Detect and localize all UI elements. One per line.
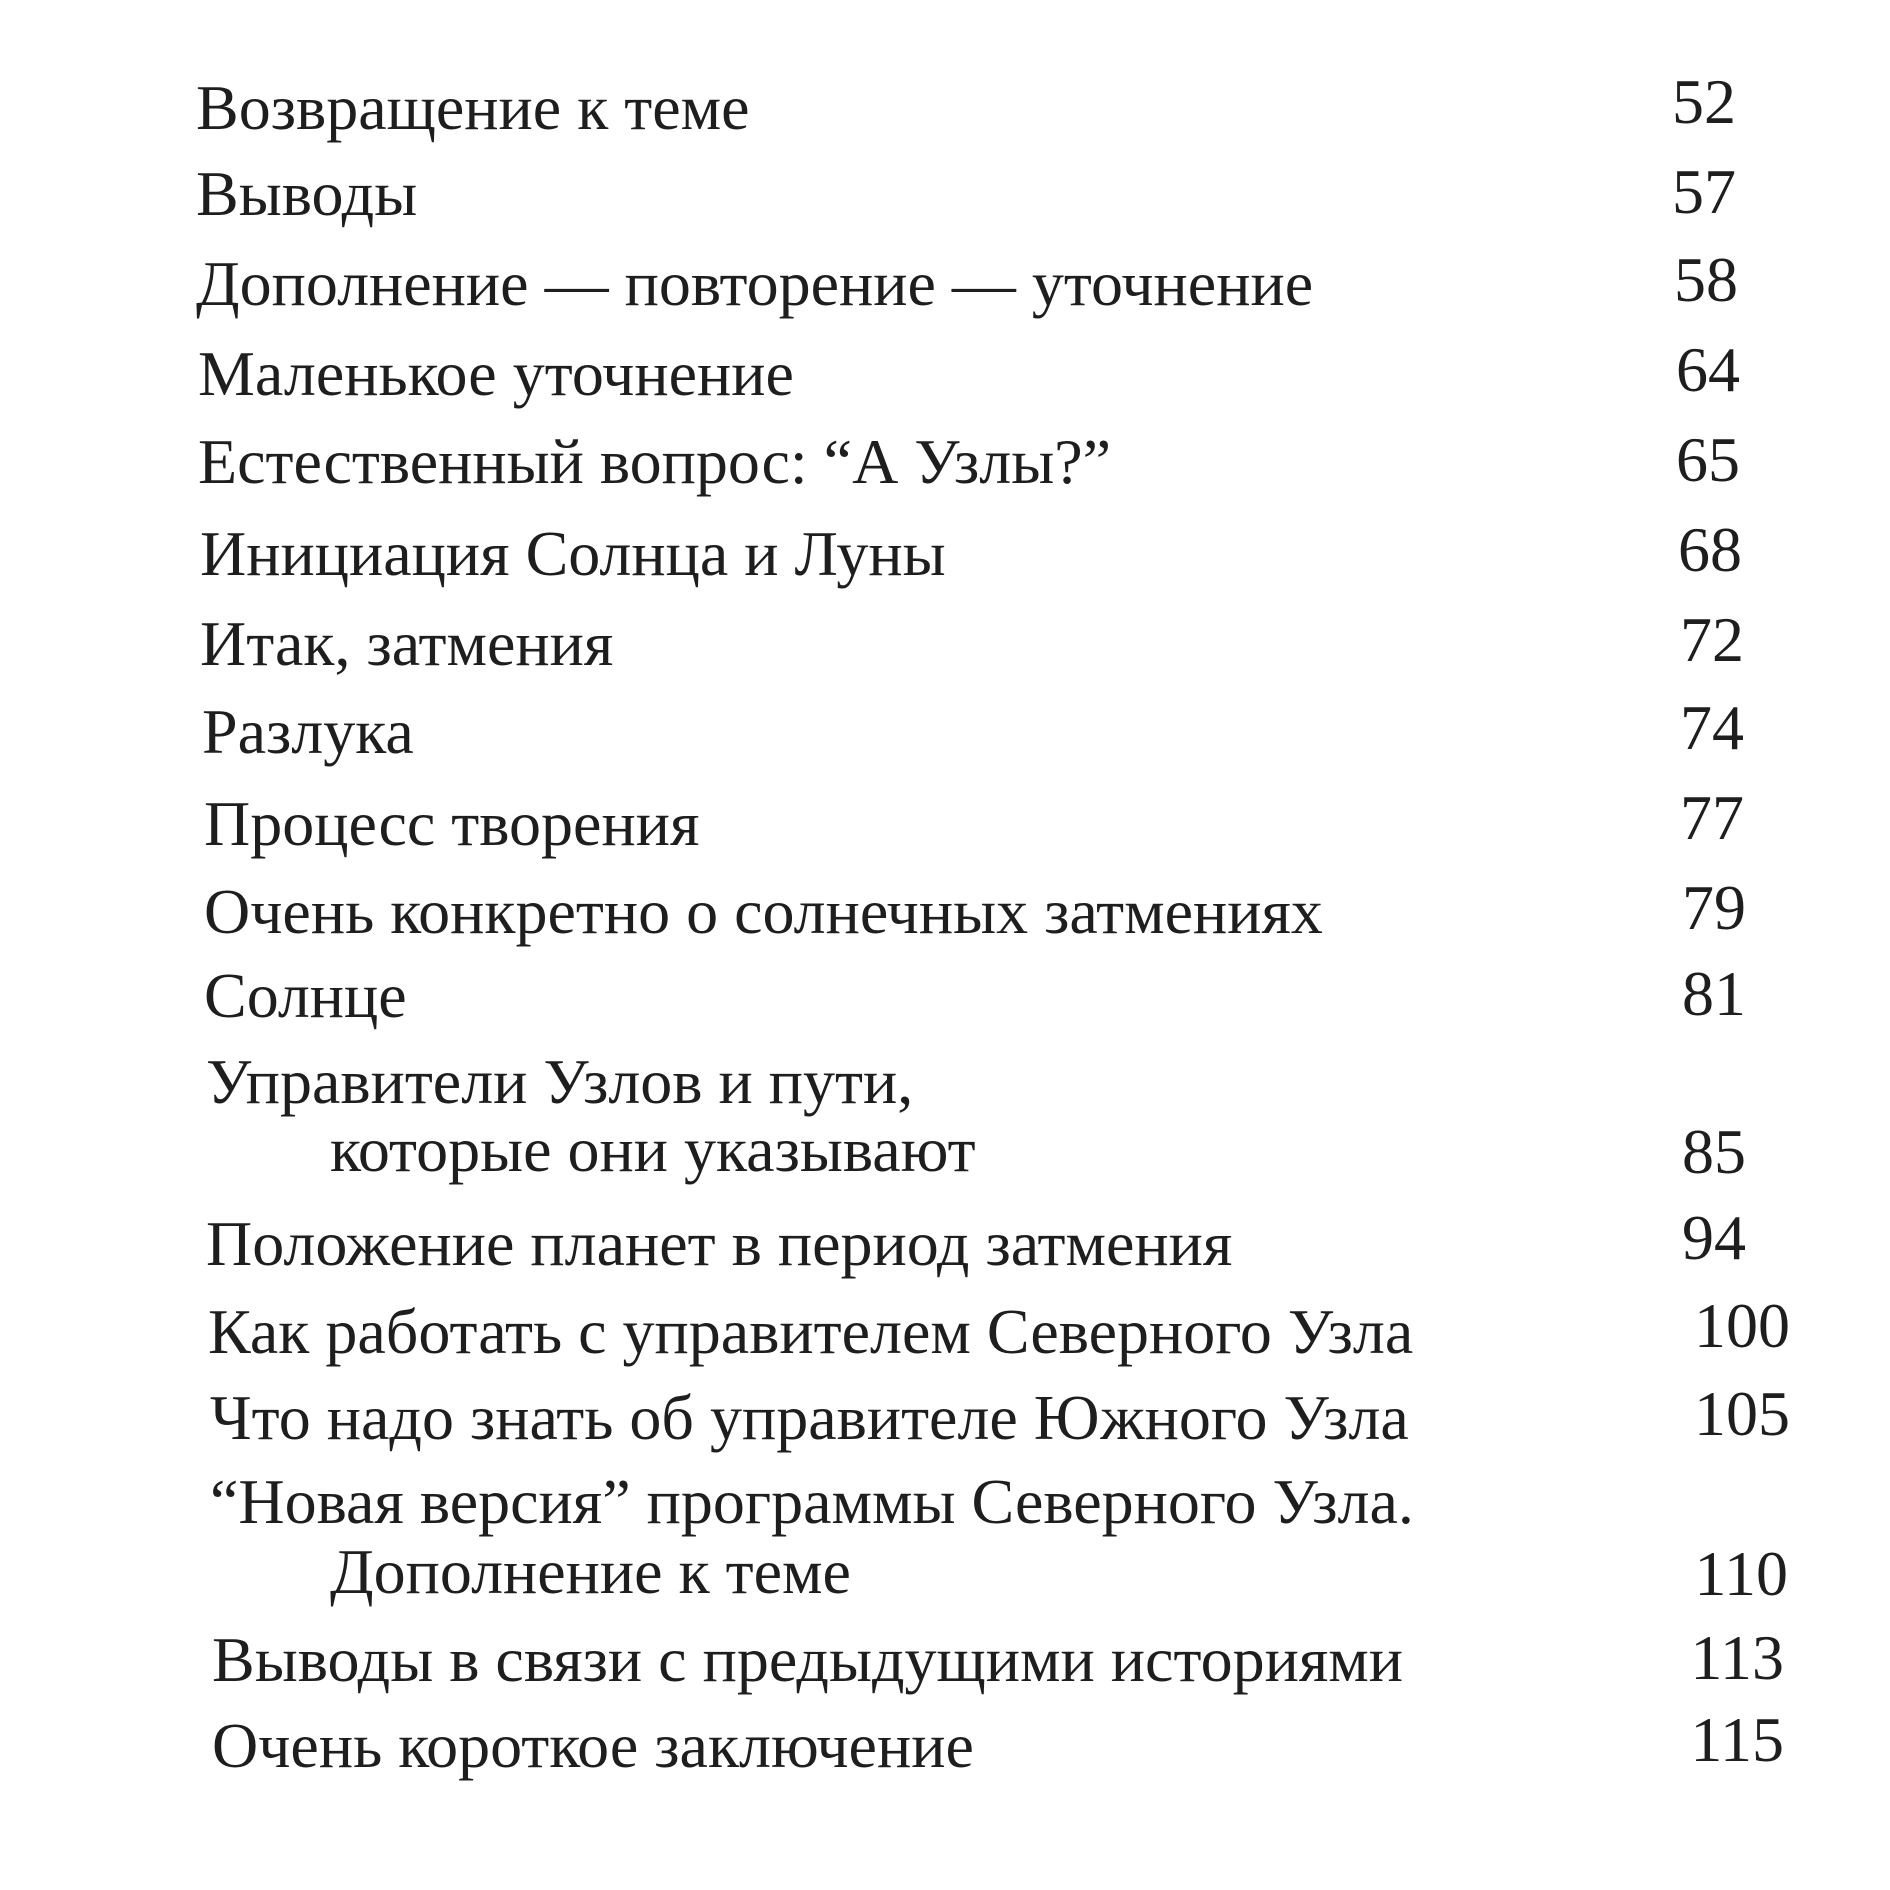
toc-entry-page: 77 bbox=[1680, 782, 1744, 853]
toc-entry-title: Итак, затмения bbox=[200, 608, 614, 679]
toc-entry-page: 79 bbox=[1682, 872, 1746, 943]
toc-entry-page: 74 bbox=[1680, 692, 1744, 763]
toc-entry-title: Очень конкретно о солнечных затмениях bbox=[204, 876, 1323, 947]
toc-entry-title: Процесс творения bbox=[204, 788, 700, 859]
toc-entry-page: 94 bbox=[1682, 1202, 1746, 1273]
toc-entry-title: Как работать с управителем Северного Узла bbox=[208, 1296, 1414, 1367]
toc-entry-title: Разлука bbox=[202, 696, 414, 767]
toc-entry-title: Маленькое уточнение bbox=[198, 338, 794, 409]
toc-entry-title: Солнце bbox=[204, 960, 407, 1031]
toc-entry-page: 81 bbox=[1682, 958, 1746, 1029]
toc-entry-page: 52 bbox=[1672, 66, 1736, 137]
toc-entry-page: 65 bbox=[1676, 424, 1740, 495]
toc-entry-page: 100 bbox=[1694, 1290, 1790, 1361]
toc-entry-page: 58 bbox=[1674, 244, 1738, 315]
toc-entry-title: Положение планет в период затмения bbox=[206, 1208, 1233, 1279]
toc-entry-title: Дополнение — повторение — уточнение bbox=[196, 248, 1314, 319]
toc-entry-page: 113 bbox=[1690, 1622, 1784, 1693]
toc-entry-page: 110 bbox=[1694, 1538, 1788, 1609]
toc-entry-title: Выводы bbox=[196, 158, 418, 229]
toc-entry-title: Управители Узлов и пути, bbox=[206, 1046, 914, 1117]
toc-entry-page: 57 bbox=[1672, 156, 1736, 227]
toc-entry-title-continuation: которые они указывают bbox=[330, 1114, 976, 1185]
toc-entry-title: Выводы в связи с предыдущими историями bbox=[212, 1624, 1403, 1695]
toc-entry-page: 68 bbox=[1678, 514, 1742, 585]
toc-entry-title: Естественный вопрос: “А Узлы?” bbox=[198, 426, 1111, 497]
toc-entry-page: 72 bbox=[1680, 604, 1744, 675]
toc-entry-page: 115 bbox=[1690, 1704, 1784, 1775]
toc-entry-title: Очень короткое заключение bbox=[212, 1710, 974, 1781]
toc-entry-title: Инициация Солнца и Луны bbox=[200, 518, 946, 589]
toc-entry-title: Возвращение к теме bbox=[196, 72, 750, 143]
toc-entry-page: 105 bbox=[1694, 1378, 1790, 1449]
toc-entry-title-continuation: Дополнение к теме bbox=[330, 1536, 851, 1607]
toc-entry-page: 85 bbox=[1682, 1116, 1746, 1187]
toc-entry-title: “Новая версия” программы Северного Узла. bbox=[210, 1466, 1414, 1537]
toc-entry-title: Что надо знать об управителе Южного Узла bbox=[210, 1382, 1409, 1453]
toc-entry-page: 64 bbox=[1676, 334, 1740, 405]
